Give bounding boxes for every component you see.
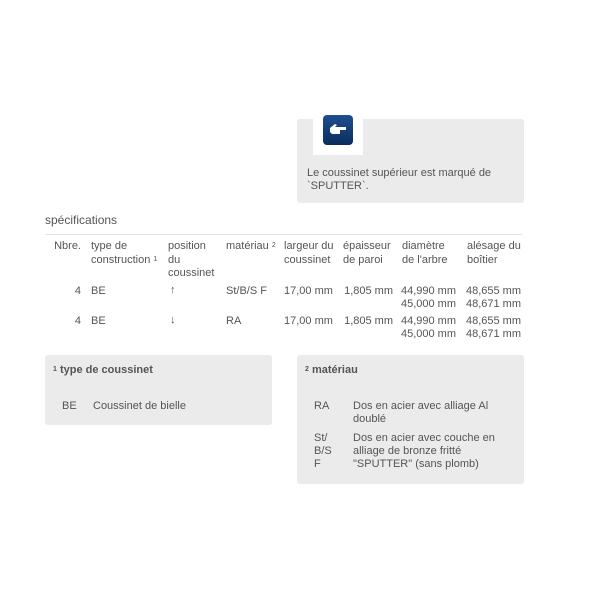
footnote-desc: Dos en acier avec couche en alliage de bronze fritté "SPUTTER" (sans plomb) xyxy=(353,432,495,470)
pointing-hand-icon xyxy=(323,115,353,145)
footnote-code: RA xyxy=(314,400,330,412)
cell-shaft-max: 45,000 mm xyxy=(400,298,456,310)
header-type xyxy=(91,240,166,267)
footnote-desc: Coussinet de bielle xyxy=(93,400,186,412)
cell-material: St/B/S F xyxy=(226,285,267,297)
header-type-label: type de construction xyxy=(91,240,151,266)
arrow-up-icon: ↑ xyxy=(170,284,176,296)
cell-bore-max: 48,671 mm xyxy=(465,298,521,310)
footnote-ref: 2 xyxy=(271,242,276,249)
header-thickness: épaisseur de paroi xyxy=(343,240,391,266)
header-bore: alésage du boîtier xyxy=(467,240,521,266)
footnote-code: St/ B/S F xyxy=(314,432,332,470)
cell-qty: 4 xyxy=(74,285,81,297)
cell-shaft-min: 44,990 mm xyxy=(400,315,456,327)
cell-type: BE xyxy=(91,285,106,297)
cell-thickness: 1,805 mm xyxy=(344,285,393,297)
cell-type: BE xyxy=(91,315,106,327)
footnote-title: matériau xyxy=(311,364,358,376)
cell-bore-min: 48,655 mm xyxy=(465,285,521,297)
footnote-number: 2 xyxy=(305,366,309,373)
header-position: position du coussinet xyxy=(168,240,215,279)
cell-width: 17,00 mm xyxy=(284,285,333,297)
header-qty: Nbre. xyxy=(54,240,81,252)
specs-heading: spécifications xyxy=(45,213,118,227)
footnote-ref: 1 xyxy=(153,255,158,263)
cell-shaft-min: 44,990 mm xyxy=(400,285,456,297)
footnote-material-box xyxy=(297,355,524,484)
header-material-label: matériau xyxy=(226,240,269,252)
cell-bore-max: 48,671 mm xyxy=(465,328,521,340)
cell-qty: 4 xyxy=(74,315,81,327)
divider xyxy=(45,234,522,235)
header-material xyxy=(226,240,281,254)
cell-shaft-max: 45,000 mm xyxy=(400,328,456,340)
header-shaft: diamètre de l'arbre xyxy=(402,240,448,266)
footnote-desc: Dos en acier avec alliage Al doublé xyxy=(353,400,489,425)
footnote-code: BE xyxy=(62,400,77,412)
footnote-type-box xyxy=(45,355,272,425)
arrow-down-icon: ↓ xyxy=(170,314,176,326)
note-text: Le coussinet supérieur est marqué de `SPUTTER`. xyxy=(307,167,492,192)
footnote-number: 1 xyxy=(53,366,57,373)
footnote-title: type de coussinet xyxy=(59,364,153,376)
cell-material: RA xyxy=(226,315,242,327)
cell-thickness: 1,805 mm xyxy=(344,315,393,327)
header-width: largeur du coussinet xyxy=(284,240,334,266)
cell-width: 17,00 mm xyxy=(284,315,333,327)
cell-bore-min: 48,655 mm xyxy=(465,315,521,327)
